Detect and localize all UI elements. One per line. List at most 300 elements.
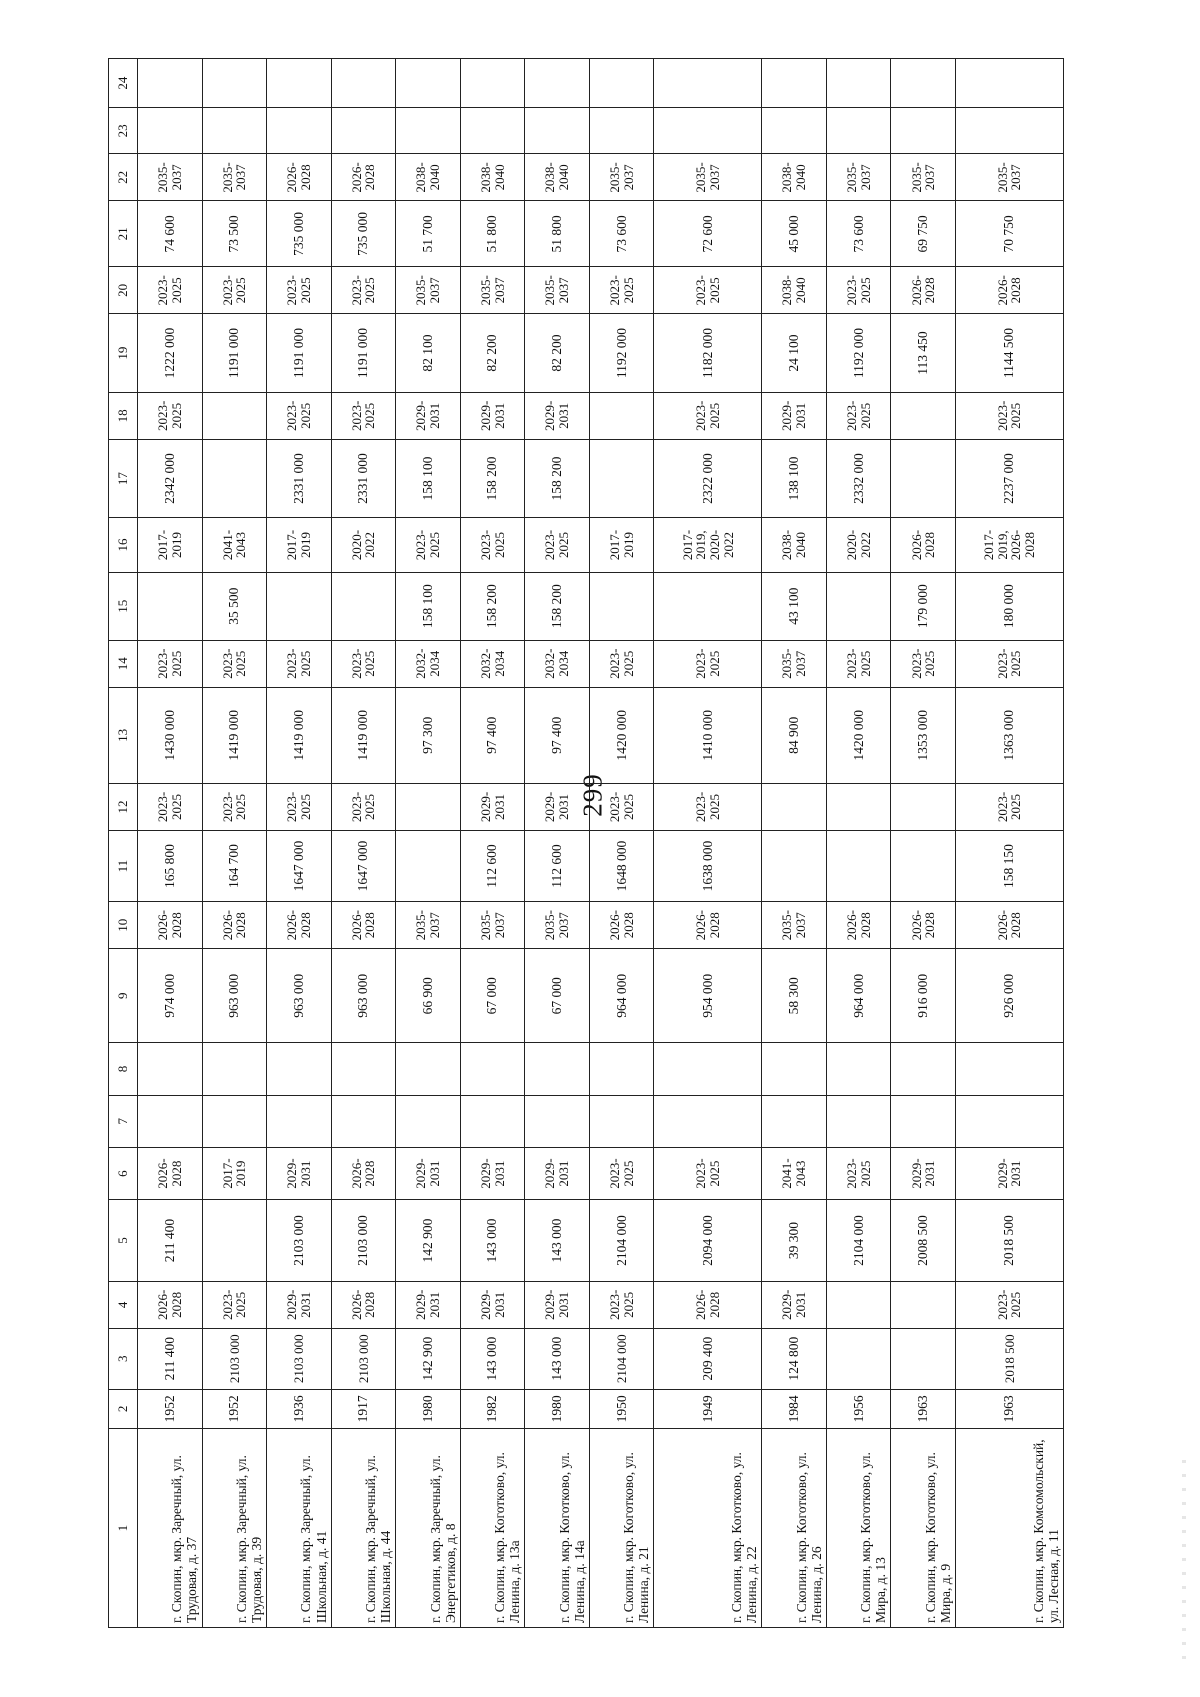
cost-cell [460,59,525,108]
cost-cell: 1648 000 [589,831,654,902]
year-cell: 1950 [589,1389,654,1429]
address-cell: г. Скопин, мкр. Заречный, ул. Трудовая, д. 37 [138,1429,203,1628]
table-row [138,59,203,1628]
cost-cell [202,1043,267,1095]
period-cell: 2023-2025 [826,1147,891,1199]
period-cell: 2032-2034 [525,640,590,687]
period-cell: 2041-2043 [202,518,267,572]
cost-cell [396,108,461,154]
period-cell: 2035-2037 [396,267,461,314]
period-cell: 2023-2025 [267,267,332,314]
cost-cell [396,783,461,830]
cost-cell: 39 300 [762,1200,827,1282]
cost-cell [589,392,654,439]
address-cell: г. Скопин, мкр. Коготково, ул. Ленина, д. 21 [589,1429,654,1628]
period-cell: 2023-2025 [589,640,654,687]
cost-cell [525,1095,590,1147]
period-cell: 2026-2028 [138,902,203,949]
cost-cell: 158 200 [525,572,590,640]
address-cell: г. Скопин, мкр. Заречный, ул. Школьная, д. 44 [331,1429,396,1628]
cost-cell: 69 750 [891,201,956,267]
year-cell: 1980 [525,1389,590,1429]
cost-cell: 82 200 [460,314,525,392]
period-cell: 2023-2025 [202,267,267,314]
cost-cell: 73 500 [202,201,267,267]
cost-cell: 2322 000 [654,439,762,517]
period-cell: 2026-2028 [955,267,1063,314]
cost-cell [202,1095,267,1147]
cost-cell [460,1043,525,1095]
period-cell: 2026-2028 [826,902,891,949]
column-header-1: 1 [109,1429,138,1628]
period-cell: 2029-2031 [525,783,590,830]
cost-cell [826,1281,891,1328]
cost-cell: 58 300 [762,949,827,1043]
cost-cell: 2018 500 [955,1328,1063,1389]
cost-cell [331,572,396,640]
cost-cell [396,1043,461,1095]
period-cell: 2026-2028 [202,902,267,949]
period-cell: 2026-2028 [331,902,396,949]
cost-cell: 2237 000 [955,439,1063,517]
cost-cell [138,108,203,154]
cost-cell [826,831,891,902]
repair-schedule-table [108,58,1064,1628]
cost-cell [955,1095,1063,1147]
cost-cell [654,1043,762,1095]
cost-cell: 2104 000 [589,1200,654,1282]
period-cell: 2029-2031 [396,1147,461,1199]
cost-cell: 1191 000 [331,314,396,392]
cost-cell: 164 700 [202,831,267,902]
cost-cell: 97 400 [525,687,590,783]
period-cell: 2035-2037 [826,154,891,201]
cost-cell: 124 800 [762,1328,827,1389]
period-cell: 2023-2025 [589,1281,654,1328]
cost-cell [460,108,525,154]
cost-cell [762,108,827,154]
period-cell: 2029-2031 [525,1281,590,1328]
cost-cell [826,1043,891,1095]
cost-cell: 1430 000 [138,687,203,783]
period-cell: 2035-2037 [891,154,956,201]
table-row [762,59,827,1628]
page-number: 299 [577,773,608,817]
cost-cell [654,1095,762,1147]
cost-cell: 2104 000 [589,1328,654,1389]
header-row [109,59,138,1628]
period-cell: 2038-2040 [762,267,827,314]
period-cell: 2029-2031 [762,1281,827,1328]
cost-cell: 1419 000 [202,687,267,783]
period-cell: 2029-2031 [762,392,827,439]
cost-cell: 138 100 [762,439,827,517]
table-row [202,59,267,1628]
cost-cell [396,59,461,108]
column-header-2: 2 [109,1389,138,1429]
cost-cell: 143 000 [460,1200,525,1282]
cost-cell [891,1281,956,1328]
period-cell: 2035-2037 [654,154,762,201]
cost-cell: 180 000 [955,572,1063,640]
cost-cell: 66 900 [396,949,461,1043]
cost-cell [762,783,827,830]
table-body [138,59,1064,1628]
table-row [589,59,654,1628]
cost-cell [891,831,956,902]
table-row [525,59,590,1628]
cost-cell [396,1095,461,1147]
cost-cell [525,1043,590,1095]
cost-cell [525,59,590,108]
column-header-16: 16 [109,518,138,572]
period-cell: 2038-2040 [762,154,827,201]
column-header-21: 21 [109,201,138,267]
cost-cell: 45 000 [762,201,827,267]
column-header-13: 13 [109,687,138,783]
period-cell: 2035-2037 [525,267,590,314]
period-cell: 2035-2037 [460,902,525,949]
cost-cell [826,1095,891,1147]
cost-cell [891,783,956,830]
column-header-3: 3 [109,1328,138,1389]
period-cell: 2023-2025 [589,267,654,314]
year-cell: 1952 [202,1389,267,1429]
column-header-6: 6 [109,1147,138,1199]
column-header-22: 22 [109,154,138,201]
column-header-8: 8 [109,1043,138,1095]
cost-cell: 82 200 [525,314,590,392]
cost-cell: 43 100 [762,572,827,640]
period-cell: 2017-2019 [202,1147,267,1199]
period-cell: 2035-2037 [460,267,525,314]
period-cell: 2038-2040 [762,518,827,572]
table-row [955,59,1063,1628]
column-header-14: 14 [109,640,138,687]
address-cell: г. Скопин, мкр. Коготково, ул. Ленина, д. 22 [654,1429,762,1628]
cost-cell: 963 000 [331,949,396,1043]
cost-cell: 2008 500 [891,1200,956,1282]
cost-cell: 735 000 [267,201,332,267]
cost-cell [202,1200,267,1282]
cost-cell [891,59,956,108]
cost-cell [138,1043,203,1095]
cost-cell [267,59,332,108]
cost-cell [202,439,267,517]
period-cell: 2023-2025 [654,267,762,314]
period-cell: 2023-2025 [654,392,762,439]
year-cell: 1952 [138,1389,203,1429]
cost-cell: 2094 000 [654,1200,762,1282]
period-cell: 2023-2025 [202,783,267,830]
period-cell: 2026-2028 [331,154,396,201]
period-cell: 2023-2025 [396,518,461,572]
cost-cell: 1191 000 [267,314,332,392]
period-cell: 2026-2028 [267,154,332,201]
year-cell: 1917 [331,1389,396,1429]
cost-cell: 158 200 [525,439,590,517]
period-cell: 2023-2025 [460,518,525,572]
cost-cell [138,59,203,108]
period-cell: 2026-2028 [955,902,1063,949]
cost-cell: 112 600 [460,831,525,902]
period-cell: 2026-2028 [891,902,956,949]
cost-cell: 143 000 [525,1328,590,1389]
cost-cell [138,572,203,640]
cost-cell: 209 400 [654,1328,762,1389]
period-cell: 2041-2043 [762,1147,827,1199]
cost-cell: 1353 000 [891,687,956,783]
period-cell: 2023-2025 [826,392,891,439]
cost-cell: 142 900 [396,1200,461,1282]
cost-cell: 1410 000 [654,687,762,783]
column-header-17: 17 [109,439,138,517]
cost-cell [955,59,1063,108]
cost-cell: 2332 000 [826,439,891,517]
period-cell: 2032-2034 [460,640,525,687]
cost-cell: 143 000 [525,1200,590,1282]
cost-cell [267,572,332,640]
table-row [460,59,525,1628]
cost-cell: 179 000 [891,572,956,640]
period-cell: 2023-2025 [202,640,267,687]
period-cell: 2038-2040 [460,154,525,201]
cost-cell: 211 400 [138,1328,203,1389]
period-cell: 2023-2025 [826,267,891,314]
cost-cell: 84 900 [762,687,827,783]
year-cell: 1963 [891,1389,956,1429]
cost-cell: 1420 000 [826,687,891,783]
period-cell: 2023-2025 [138,640,203,687]
cost-cell [589,572,654,640]
cost-cell: 2103 000 [267,1200,332,1282]
year-cell: 1984 [762,1389,827,1429]
scan-edge-mark [1182,1460,1186,1660]
cost-cell [267,108,332,154]
period-cell: 2038-2040 [396,154,461,201]
table-row [654,59,762,1628]
rotated-table-wrapper [108,58,1064,1628]
year-cell: 1949 [654,1389,762,1429]
table-row [396,59,461,1628]
cost-cell: 158 200 [460,572,525,640]
cost-cell: 1647 000 [331,831,396,902]
cost-cell [891,1328,956,1389]
period-cell: 2035-2037 [202,154,267,201]
column-header-7: 7 [109,1095,138,1147]
cost-cell [654,59,762,108]
column-header-9: 9 [109,949,138,1043]
cost-cell: 2018 500 [955,1200,1063,1282]
cost-cell [525,108,590,154]
cost-cell [138,1095,203,1147]
address-cell: г. Скопин, мкр. Заречный, ул. Трудовая, д. 39 [202,1429,267,1628]
period-cell: 2032-2034 [396,640,461,687]
period-cell: 2023-2025 [955,640,1063,687]
year-cell: 1982 [460,1389,525,1429]
period-cell: 2029-2031 [396,1281,461,1328]
cost-cell: 2103 000 [331,1200,396,1282]
period-cell: 2023-2025 [202,1281,267,1328]
address-cell: г. Скопин, мкр. Комсомольский, ул. Лесная, д. 11 [955,1429,1063,1628]
column-header-15: 15 [109,572,138,640]
period-cell: 2023-2025 [138,392,203,439]
column-header-5: 5 [109,1200,138,1282]
column-header-23: 23 [109,108,138,154]
cost-cell: 735 000 [331,201,396,267]
period-cell: 2023-2025 [267,640,332,687]
cost-cell [267,1043,332,1095]
period-cell: 2026-2028 [138,1147,203,1199]
column-header-12: 12 [109,783,138,830]
cost-cell: 2103 000 [267,1328,332,1389]
cost-cell: 51 800 [460,201,525,267]
address-cell: г. Скопин, мкр. Коготково, ул. Мира, д. 13 [826,1429,891,1628]
cost-cell: 73 600 [589,201,654,267]
cost-cell: 142 900 [396,1328,461,1389]
period-cell: 2029-2031 [891,1147,956,1199]
cost-cell: 97 400 [460,687,525,783]
cost-cell [826,1328,891,1389]
table-row [826,59,891,1628]
cost-cell: 1192 000 [826,314,891,392]
cost-cell: 97 300 [396,687,461,783]
year-cell: 1936 [267,1389,332,1429]
period-cell: 2023-2025 [826,640,891,687]
period-cell: 2023-2025 [654,1147,762,1199]
period-cell: 2017-2019, 2026-2028 [955,518,1063,572]
cost-cell: 70 750 [955,201,1063,267]
period-cell: 2026-2028 [138,1281,203,1328]
period-cell: 2017-2019 [589,518,654,572]
cost-cell: 1638 000 [654,831,762,902]
cost-cell: 1647 000 [267,831,332,902]
address-cell: г. Скопин, мкр. Коготково, ул. Ленина, д. 13а [460,1429,525,1628]
period-cell: 2029-2031 [460,392,525,439]
cost-cell: 67 000 [460,949,525,1043]
cost-cell: 51 700 [396,201,461,267]
cost-cell [762,1095,827,1147]
cost-cell [826,108,891,154]
cost-cell [891,1043,956,1095]
period-cell: 2017-2019 [267,518,332,572]
cost-cell [589,439,654,517]
period-cell: 2026-2028 [589,902,654,949]
cost-cell: 2342 000 [138,439,203,517]
period-cell: 2035-2037 [138,154,203,201]
period-cell: 2029-2031 [267,1281,332,1328]
cost-cell: 964 000 [826,949,891,1043]
period-cell: 2026-2028 [654,1281,762,1328]
cost-cell [331,108,396,154]
period-cell: 2026-2028 [891,267,956,314]
period-cell: 2035-2037 [955,154,1063,201]
cost-cell [762,59,827,108]
period-cell: 2023-2025 [589,783,654,830]
cost-cell: 2104 000 [826,1200,891,1282]
period-cell: 2035-2037 [396,902,461,949]
cost-cell: 2103 000 [202,1328,267,1389]
period-cell: 2035-2037 [525,902,590,949]
period-cell: 2023-2025 [331,267,396,314]
cost-cell [826,783,891,830]
cost-cell: 926 000 [955,949,1063,1043]
column-header-11: 11 [109,831,138,902]
cost-cell: 158 100 [396,572,461,640]
period-cell: 2023-2025 [955,1281,1063,1328]
cost-cell [589,1095,654,1147]
period-cell: 2026-2028 [891,518,956,572]
cost-cell [891,392,956,439]
cost-cell [891,439,956,517]
period-cell: 2026-2028 [331,1281,396,1328]
cost-cell [331,1043,396,1095]
cost-cell: 143 000 [460,1328,525,1389]
cost-cell: 964 000 [589,949,654,1043]
cost-cell: 916 000 [891,949,956,1043]
cost-cell [331,1095,396,1147]
column-header-20: 20 [109,267,138,314]
period-cell: 2023-2025 [589,1147,654,1199]
address-cell: г. Скопин, мкр. Коготково, ул. Ленина, д. 14а [525,1429,590,1628]
cost-cell: 963 000 [202,949,267,1043]
period-cell: 2029-2031 [525,392,590,439]
cost-cell: 113 450 [891,314,956,392]
cost-cell: 158 150 [955,831,1063,902]
cost-cell [589,1043,654,1095]
year-cell: 1956 [826,1389,891,1429]
address-cell: г. Скопин, мкр. Заречный, ул. Школьная, д. 41 [267,1429,332,1628]
year-cell: 1963 [955,1389,1063,1429]
cost-cell: 1363 000 [955,687,1063,783]
cost-cell [589,59,654,108]
period-cell: 2029-2031 [460,1281,525,1328]
cost-cell [460,1095,525,1147]
period-cell: 2020-2022 [826,518,891,572]
cost-cell: 82 100 [396,314,461,392]
cost-cell [202,108,267,154]
cost-cell [654,108,762,154]
period-cell: 2023-2025 [138,783,203,830]
cost-cell [891,1095,956,1147]
cost-cell [826,59,891,108]
period-cell: 2029-2031 [460,783,525,830]
cost-cell: 2331 000 [267,439,332,517]
column-header-4: 4 [109,1281,138,1328]
period-cell: 2029-2031 [267,1147,332,1199]
period-cell: 2035-2037 [762,640,827,687]
cost-cell [891,108,956,154]
cost-cell: 1144 500 [955,314,1063,392]
address-cell: г. Скопин, мкр. Коготково, ул. Мира, д. 9 [891,1429,956,1628]
cost-cell: 211 400 [138,1200,203,1282]
cost-cell: 1222 000 [138,314,203,392]
cost-cell: 67 000 [525,949,590,1043]
period-cell: 2023-2025 [331,392,396,439]
period-cell: 2017-2019, 2020-2022 [654,518,762,572]
cost-cell [396,831,461,902]
period-cell: 2023-2025 [955,392,1063,439]
period-cell: 2035-2037 [589,154,654,201]
cost-cell: 2103 000 [331,1328,396,1389]
period-cell: 2023-2025 [267,392,332,439]
period-cell: 2023-2025 [654,783,762,830]
period-cell: 2026-2028 [267,902,332,949]
cost-cell: 74 600 [138,201,203,267]
cost-cell: 112 600 [525,831,590,902]
cost-cell: 954 000 [654,949,762,1043]
cost-cell [654,572,762,640]
